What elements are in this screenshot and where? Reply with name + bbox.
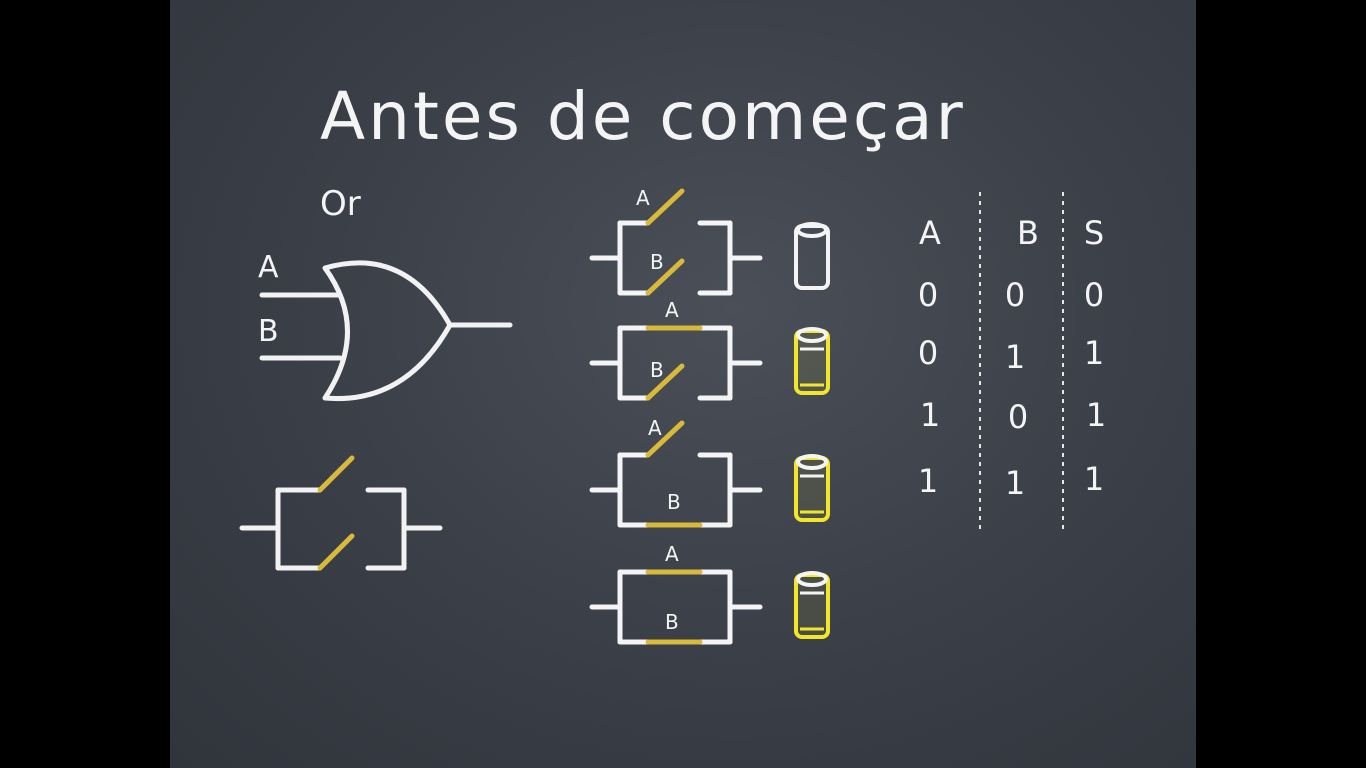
table-cell: 1 [1085,396,1107,434]
circuit-1 [592,191,828,293]
chalkboard-slide [170,0,1196,768]
or-gate-label: Or [320,184,361,224]
table-cell: 1 [919,396,941,434]
circuit-3 [592,423,828,525]
table-cell: 0 [1004,276,1026,314]
table-cell: 1 [1083,460,1105,498]
circuit-3-label-b: B [667,490,681,514]
parallel-switch-schematic [242,458,440,568]
slide-title: Antes de começar [320,78,966,155]
circuit-scenarios [592,191,828,642]
circuit-3-label-a: A [648,416,662,440]
circuit-2-label-b: B [650,358,664,382]
circuit-1-label-a: A [636,186,650,210]
table-header-a: A [919,214,941,252]
circuit-4-label-b: B [665,610,679,634]
table-cell: 1 [1004,464,1026,502]
circuit-4 [592,572,828,642]
lamp-top [798,224,826,236]
table-header-b: B [1017,214,1039,252]
table-cell: 1 [1083,334,1105,372]
table-cell: 0 [917,276,939,314]
circuit-2 [592,328,828,398]
table-cell: 1 [917,462,939,500]
circuit-1-label-b: B [650,250,664,274]
or-gate-input-b-label: B [258,314,279,349]
diagram-drawing [170,0,1196,768]
or-gate-symbol [262,263,510,399]
circuit-4-label-a: A [665,542,679,566]
table-cell: 1 [1004,338,1026,376]
table-cell: 0 [1083,276,1105,314]
table-header-s: S [1083,214,1105,252]
table-cell: 0 [1007,398,1029,436]
circuit-2-label-a: A [665,298,679,322]
switch-a-open [648,191,682,223]
table-cell: 0 [917,334,939,372]
or-gate-input-a-label: A [258,250,279,285]
